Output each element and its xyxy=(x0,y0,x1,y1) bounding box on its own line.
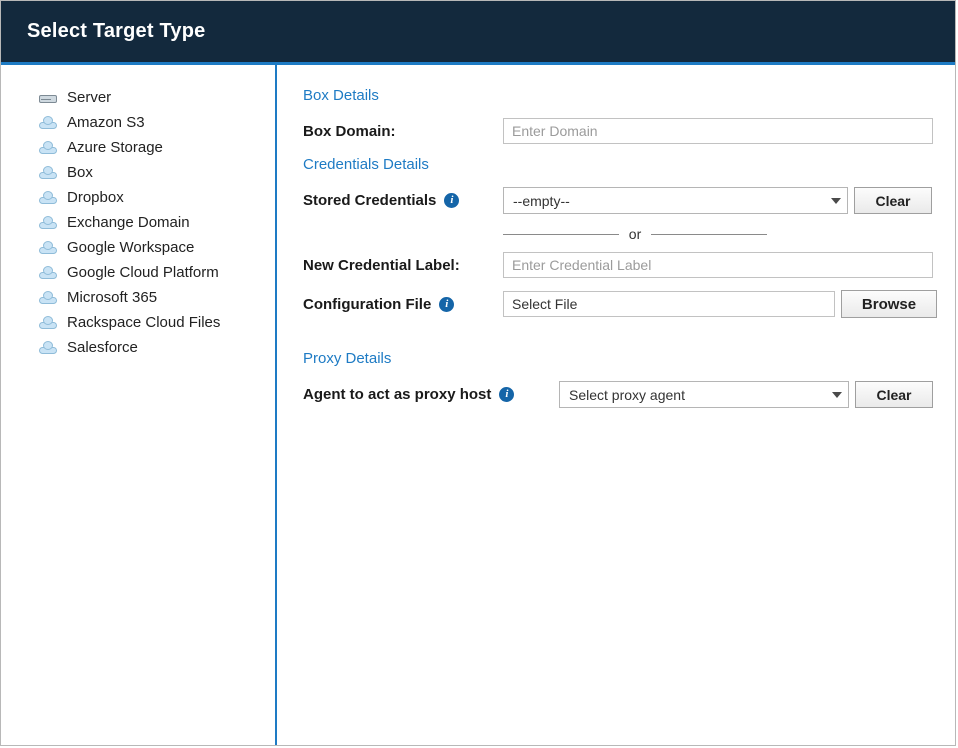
or-label: or xyxy=(628,226,642,242)
configuration-file-label-text: Configuration File xyxy=(303,295,432,313)
sidebar-item-amazon-s3[interactable] xyxy=(1,110,275,135)
stored-credentials-select[interactable] xyxy=(503,187,848,214)
sidebar-item-azure-storage[interactable] xyxy=(1,135,275,160)
cloud-icon xyxy=(39,316,57,329)
stored-credentials-clear-button[interactable]: Clear xyxy=(854,187,932,214)
sidebar-item-label: Box xyxy=(67,164,93,181)
target-config-panel xyxy=(277,65,958,745)
proxy-agent-select[interactable] xyxy=(559,381,849,408)
box-domain-row xyxy=(303,118,937,144)
proxy-agent-value: Select proxy agent xyxy=(569,386,685,403)
configuration-file-row xyxy=(303,290,937,318)
sidebar-item-label: Rackspace Cloud Files xyxy=(67,314,221,331)
sidebar-item-label: Microsoft 365 xyxy=(67,289,158,306)
stored-credentials-label xyxy=(303,192,503,209)
configuration-file-label xyxy=(303,296,503,313)
chevron-down-icon xyxy=(832,392,842,398)
window-titlebar xyxy=(1,1,955,65)
stored-credentials-value: --empty-- xyxy=(513,192,570,209)
proxy-agent-row xyxy=(303,381,937,408)
new-credential-label-row xyxy=(303,252,937,278)
sidebar-item-label: Amazon S3 xyxy=(67,114,145,131)
cloud-icon xyxy=(39,241,57,254)
chevron-down-icon xyxy=(831,198,841,204)
sidebar-item-salesforce[interactable] xyxy=(1,335,275,360)
sidebar-item-google-workspace[interactable] xyxy=(1,235,275,260)
stored-credentials-row xyxy=(303,187,937,214)
cloud-icon xyxy=(39,141,57,154)
cloud-icon xyxy=(39,291,57,304)
sidebar-item-label: Server xyxy=(67,89,112,106)
sidebar-item-microsoft-365[interactable] xyxy=(1,285,275,310)
info-icon[interactable]: i xyxy=(444,193,459,208)
cloud-icon xyxy=(39,191,57,204)
cloud-icon xyxy=(39,216,57,229)
proxy-agent-label-text: Agent to act as proxy host xyxy=(303,386,492,403)
sidebar-item-label: Dropbox xyxy=(67,189,124,206)
page-title: Select Target Type xyxy=(27,20,206,42)
cloud-icon xyxy=(39,341,57,354)
or-line-left xyxy=(503,234,619,235)
configuration-file-input[interactable] xyxy=(503,291,835,317)
window-body xyxy=(1,65,955,745)
server-icon xyxy=(39,91,57,104)
stored-credentials-label-text: Stored Credentials xyxy=(303,192,437,209)
new-credential-input[interactable] xyxy=(503,252,933,278)
sidebar-item-server[interactable] xyxy=(1,85,275,110)
or-separator xyxy=(503,226,767,242)
credentials-details-heading: Credentials Details xyxy=(303,156,429,173)
cloud-icon xyxy=(39,266,57,279)
cloud-icon xyxy=(39,116,57,129)
browse-button[interactable]: Browse xyxy=(841,290,937,318)
info-icon[interactable]: i xyxy=(499,387,514,402)
or-line-right xyxy=(651,234,767,235)
new-credential-label: New Credential Label: xyxy=(303,256,460,274)
sidebar-item-label: Azure Storage xyxy=(67,139,163,156)
cloud-icon xyxy=(39,166,57,179)
sidebar-item-exchange-domain[interactable] xyxy=(1,210,275,235)
sidebar-item-rackspace-cloud-files[interactable] xyxy=(1,310,275,335)
box-domain-label: Box Domain: xyxy=(303,122,396,140)
sidebar-item-label: Salesforce xyxy=(67,339,138,356)
sidebar-item-label: Exchange Domain xyxy=(67,214,190,231)
box-details-heading: Box Details xyxy=(303,87,379,104)
sidebar-item-google-cloud-platform[interactable] xyxy=(1,260,275,285)
box-domain-input[interactable] xyxy=(503,118,933,144)
proxy-details-heading: Proxy Details xyxy=(303,350,392,367)
proxy-agent-label xyxy=(303,386,559,403)
info-icon[interactable]: i xyxy=(439,297,454,312)
sidebar-item-label: Google Cloud Platform xyxy=(67,264,219,281)
proxy-details-block xyxy=(303,350,937,408)
sidebar-item-dropbox[interactable] xyxy=(1,185,275,210)
sidebar-item-label: Google Workspace xyxy=(67,239,195,256)
target-type-list xyxy=(1,65,277,745)
sidebar-item-box[interactable] xyxy=(1,160,275,185)
proxy-agent-clear-button[interactable]: Clear xyxy=(855,381,933,408)
